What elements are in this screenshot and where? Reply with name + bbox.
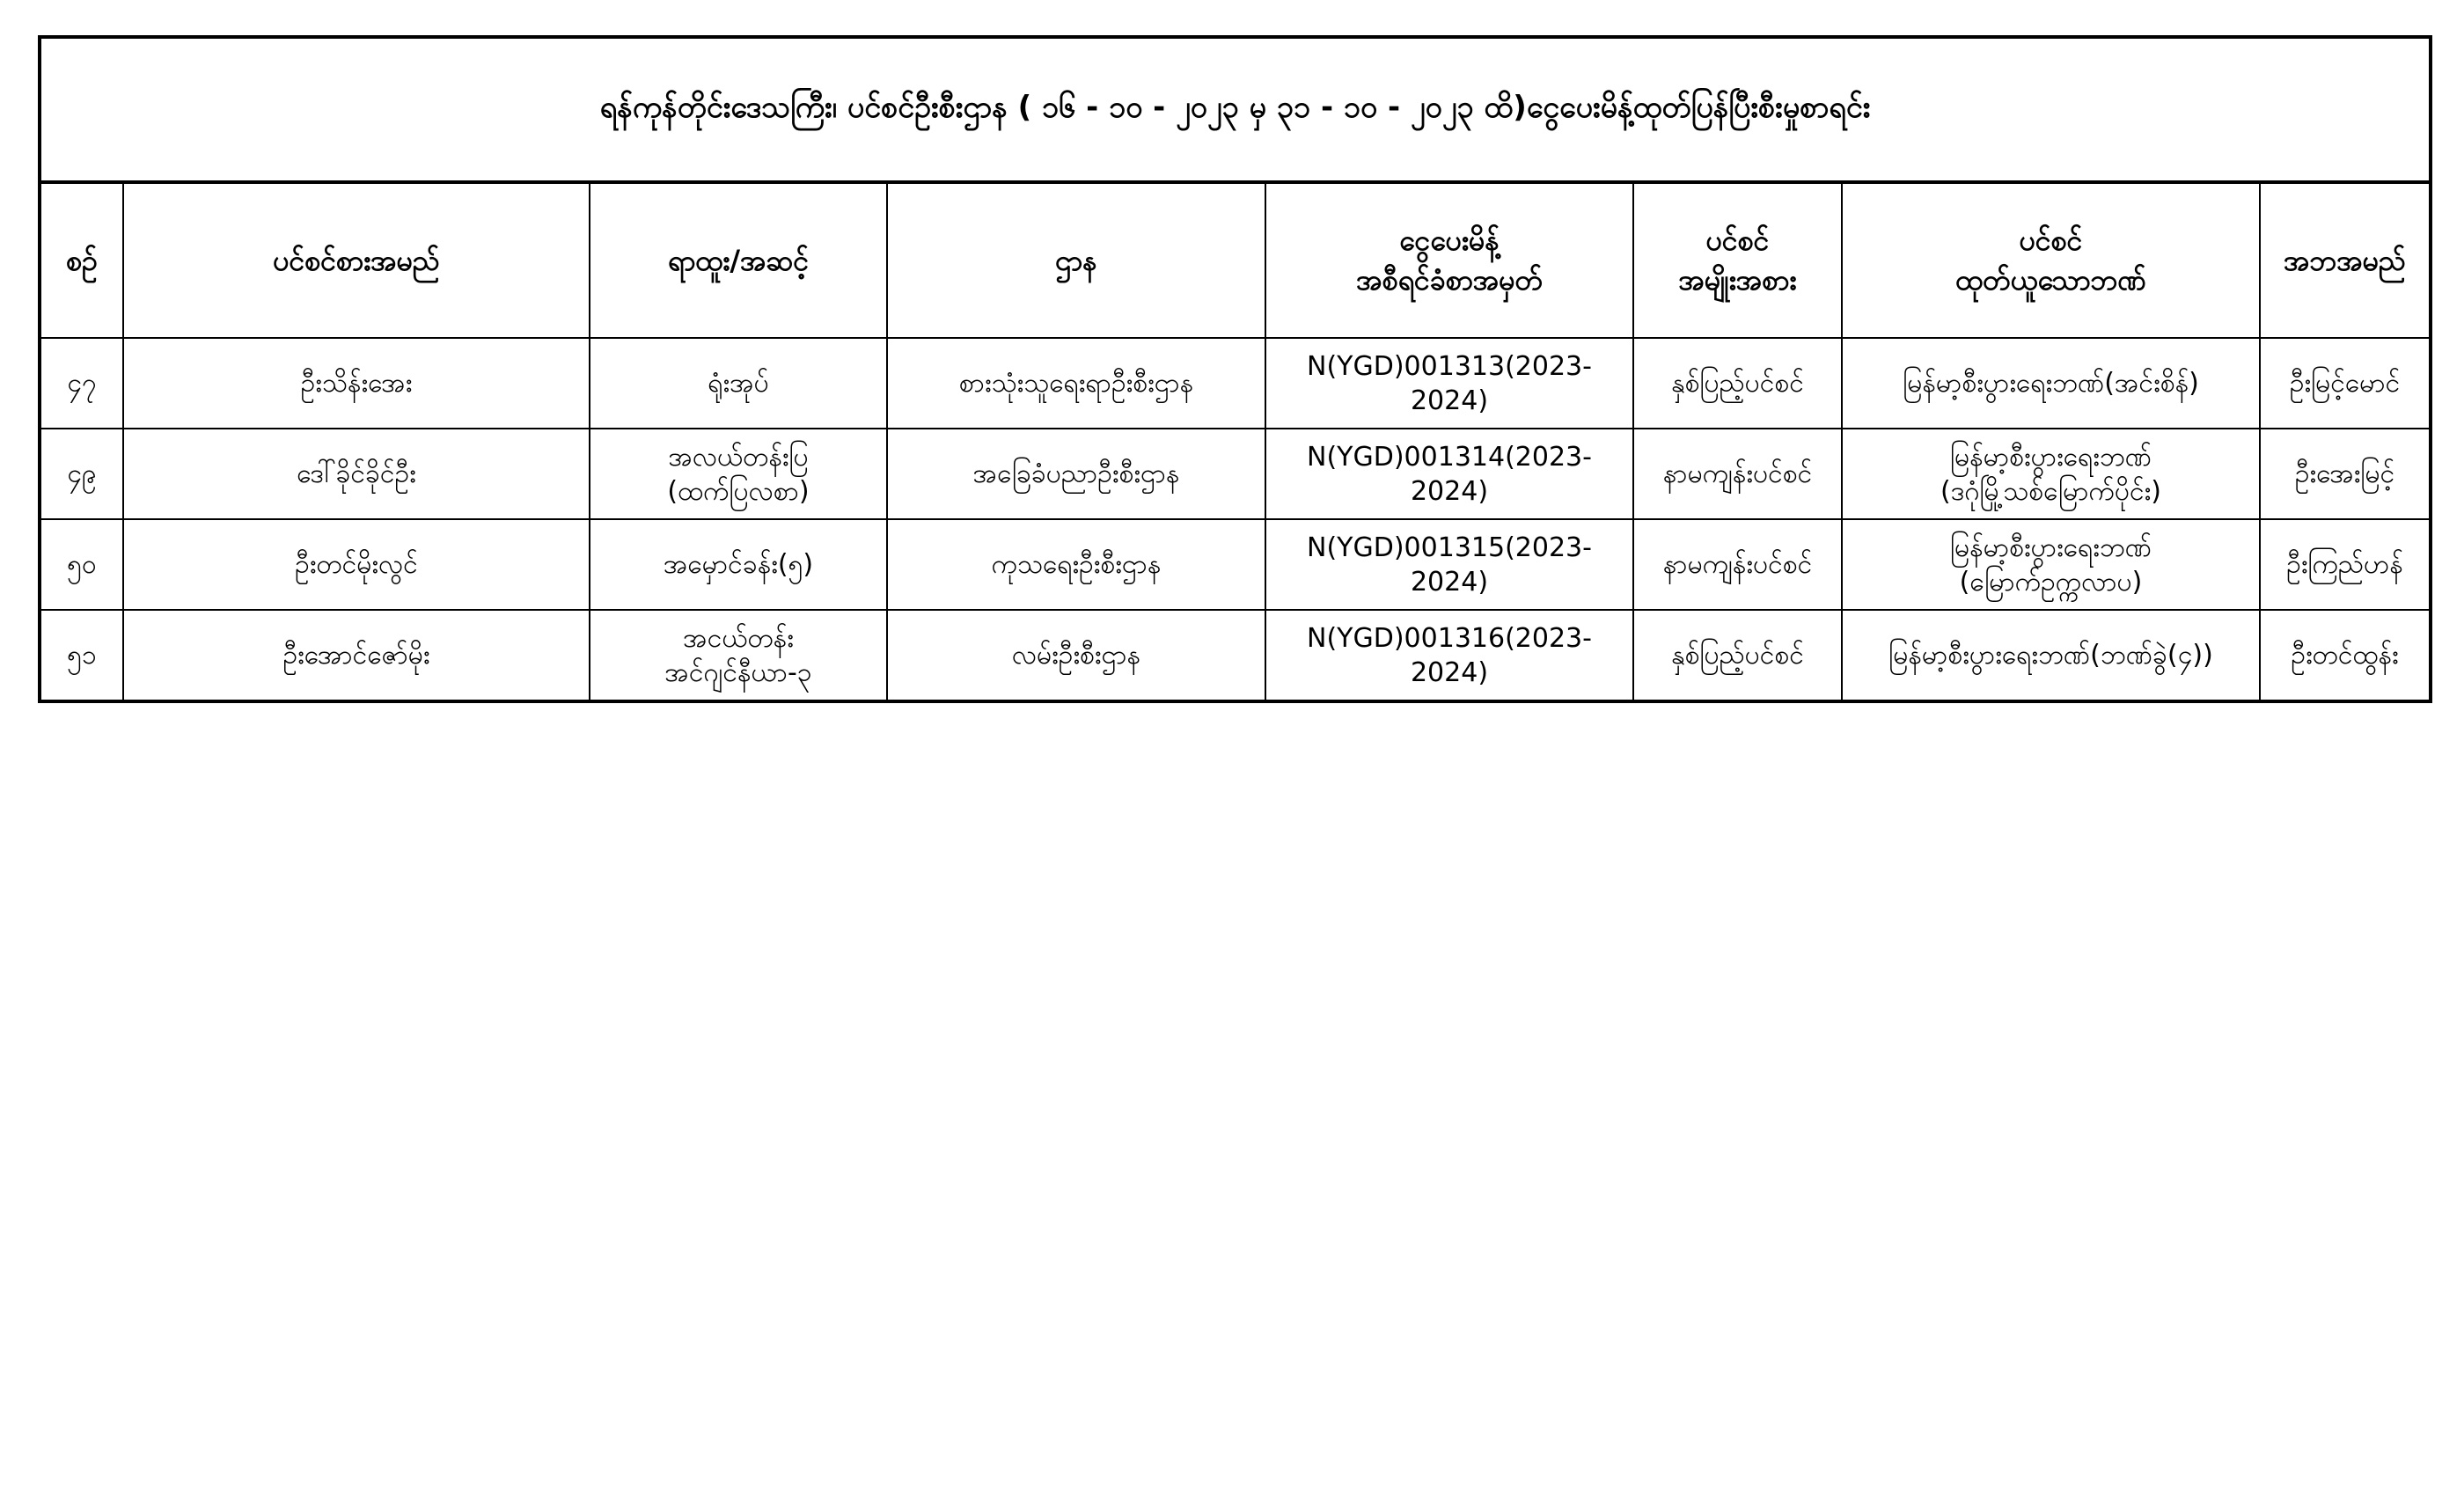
col-header-order-no-line1: ငွေပေးမိန့် bbox=[1399, 224, 1500, 258]
header-row bbox=[40, 182, 2431, 338]
col-header-father: အဘအမည် bbox=[2260, 182, 2431, 338]
cell-rank bbox=[590, 610, 887, 701]
cell-bank-line1: မြန်မာ့စီးပွားရေးဘဏ် bbox=[1950, 441, 2152, 473]
cell-bank-line1: မြန်မာ့စီးပွားရေးဘဏ်(ဘဏ်ခွဲ(၄)) bbox=[1888, 640, 2213, 671]
cell-rank-line2: (ထက်ပြလစာ) bbox=[667, 475, 810, 507]
table-row bbox=[40, 338, 2431, 429]
cell-father: ဦးမြင့်မောင် bbox=[2260, 338, 2431, 429]
cell-department: အခြေခံပညာဦးစီးဌာန bbox=[887, 429, 1265, 519]
cell-father: ဦးတင်ထွန်း bbox=[2260, 610, 2431, 701]
cell-type: နာမကျန်းပင်စင် bbox=[1633, 429, 1842, 519]
cell-department: စားသုံးသူရေးရာဦးစီးဌာန bbox=[887, 338, 1265, 429]
cell-bank-line1: မြန်မာ့စီးပွားရေးဘဏ် bbox=[1950, 532, 2152, 563]
cell-bank bbox=[1842, 429, 2260, 519]
cell-no: ၄၉ bbox=[40, 429, 123, 519]
table-row bbox=[40, 519, 2431, 610]
cell-rank bbox=[590, 429, 887, 519]
cell-bank bbox=[1842, 338, 2260, 429]
cell-rank bbox=[590, 519, 887, 610]
cell-name: ဦးတင်မိုးလွင် bbox=[123, 519, 590, 610]
cell-type: နှစ်ပြည့်ပင်စင် bbox=[1633, 610, 1842, 701]
col-header-rank: ရာထူး/အဆင့် bbox=[590, 182, 887, 338]
col-header-no: စဉ် bbox=[40, 182, 123, 338]
cell-no: ၅၀ bbox=[40, 519, 123, 610]
col-header-bank-line1: ပင်စင် bbox=[2019, 224, 2083, 258]
cell-department: လမ်းဦးစီးဌာန bbox=[887, 610, 1265, 701]
page-title: ရန်ကုန်တိုင်းဒေသကြီး၊ ပင်စင်ဦးစီးဌာန ( ၁၆ - ၁၀ - ၂၀၂၃ မှ ၃၁ - ၁၀ - ၂၀၂၃ ထိ)ငွေပေးမိန့်ထုတ်ပြန်ပြီးစီးမှုစာရင်း bbox=[40, 37, 2431, 182]
title-row bbox=[40, 37, 2431, 182]
table-row bbox=[40, 429, 2431, 519]
cell-name: ဒေါ်ခိုင်ခိုင်ဦး bbox=[123, 429, 590, 519]
cell-rank-line1: အငယ်တန်း bbox=[683, 622, 794, 654]
cell-no: ၅၁ bbox=[40, 610, 123, 701]
col-header-type-line2: အမျိုးအစား bbox=[1678, 263, 1797, 297]
cell-father: ဦးအေးမြင့် bbox=[2260, 429, 2431, 519]
cell-rank-line2: အင်ဂျင်နီယာ-၃ bbox=[664, 656, 812, 688]
table-row bbox=[40, 610, 2431, 701]
pension-table bbox=[38, 35, 2432, 703]
cell-type: နာမကျန်းပင်စင် bbox=[1633, 519, 1842, 610]
col-header-order-no bbox=[1265, 182, 1633, 338]
cell-name: ဦးအောင်ဇော်မိုး bbox=[123, 610, 590, 701]
cell-no: ၄၇ bbox=[40, 338, 123, 429]
col-header-order-no-line2: အစီရင်ခံစာအမှတ် bbox=[1356, 263, 1543, 297]
cell-bank bbox=[1842, 610, 2260, 701]
cell-rank-line1: အလယ်တန်းပြ bbox=[668, 441, 809, 473]
cell-rank-line1: ရုံးအုပ် bbox=[708, 368, 769, 399]
cell-department: ကုသရေးဦးစီးဌာန bbox=[887, 519, 1265, 610]
cell-bank-line1: မြန်မာ့စီးပွားရေးဘဏ်(အင်းစိန်) bbox=[1903, 368, 2199, 399]
cell-bank-line2: (မြောက်ဥက္ကလာပ) bbox=[1959, 566, 2143, 598]
cell-order-no: N(YGD)001315(2023-2024) bbox=[1265, 519, 1633, 610]
cell-name: ဦးသိန်းအေး bbox=[123, 338, 590, 429]
col-header-bank-line2: ထုတ်ယူသောဘဏ် bbox=[1955, 263, 2146, 297]
col-header-type-line1: ပင်စင် bbox=[1705, 224, 1770, 258]
col-header-name: ပင်စင်စားအမည် bbox=[123, 182, 590, 338]
cell-type: နှစ်ပြည့်ပင်စင် bbox=[1633, 338, 1842, 429]
cell-rank-line1: အမှောင်ခန်း(၅) bbox=[663, 549, 814, 580]
cell-father: ဦးကြည်ဟန် bbox=[2260, 519, 2431, 610]
col-header-department: ဌာန bbox=[887, 182, 1265, 338]
cell-bank bbox=[1842, 519, 2260, 610]
cell-rank bbox=[590, 338, 887, 429]
cell-order-no: N(YGD)001313(2023-2024) bbox=[1265, 338, 1633, 429]
cell-order-no: N(YGD)001314(2023-2024) bbox=[1265, 429, 1633, 519]
col-header-type bbox=[1633, 182, 1842, 338]
cell-order-no: N(YGD)001316(2023-2024) bbox=[1265, 610, 1633, 701]
col-header-bank bbox=[1842, 182, 2260, 338]
cell-bank-line2: (ဒဂုံမြို့သစ်မြောက်ပိုင်း) bbox=[1940, 475, 2161, 507]
